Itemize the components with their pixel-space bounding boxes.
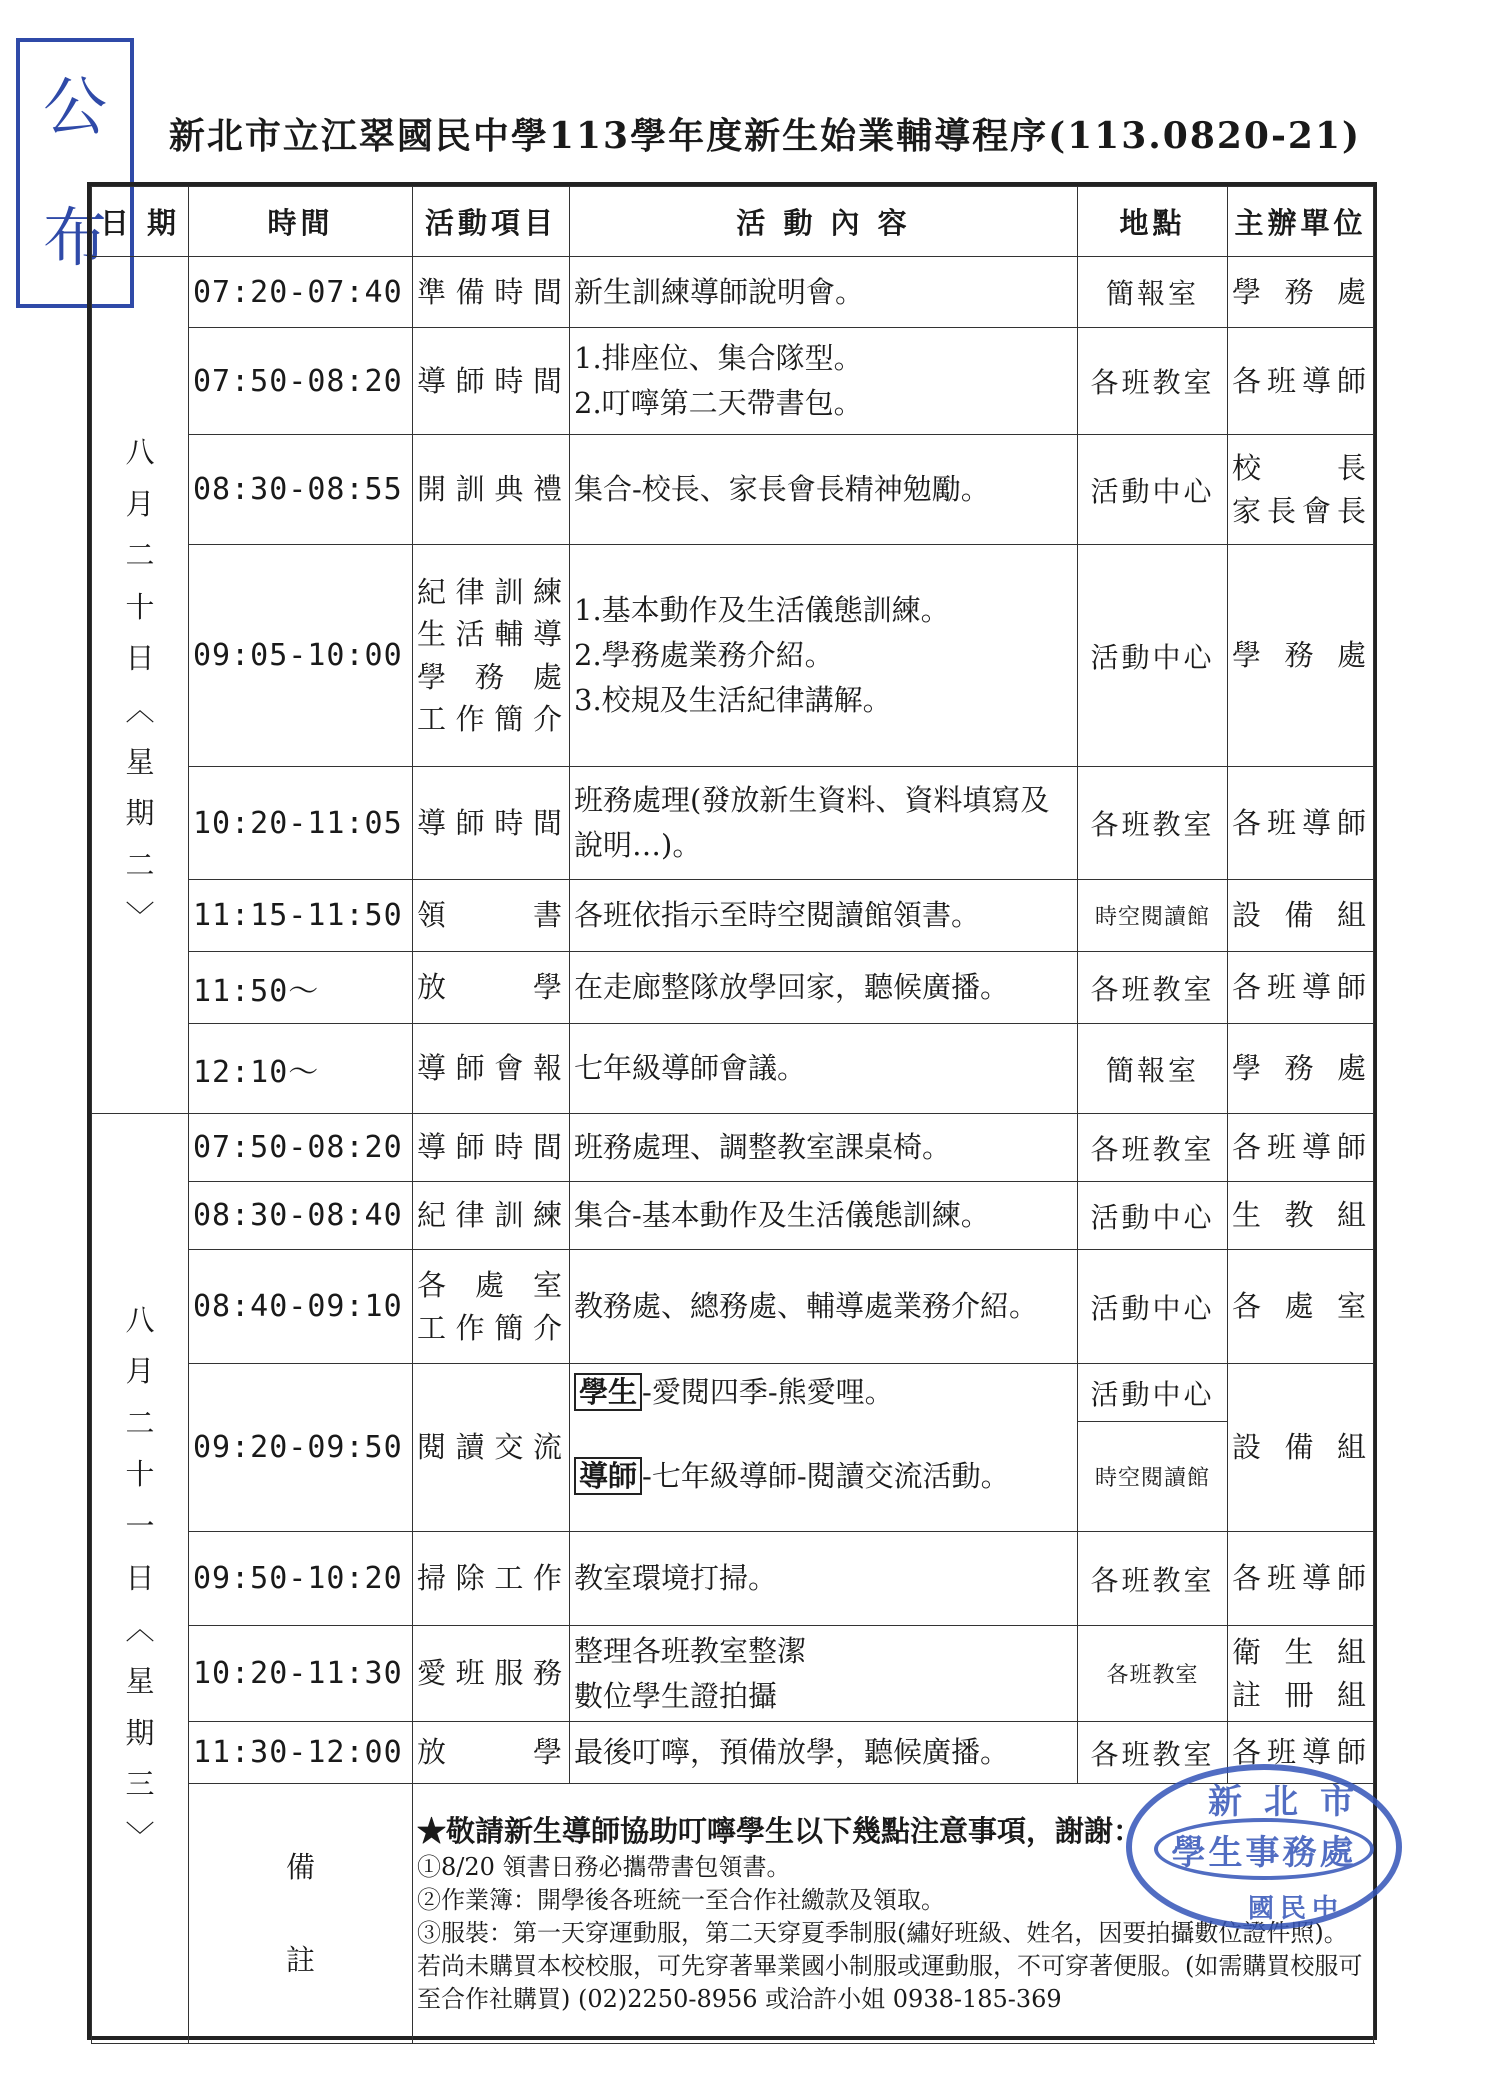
line-text: 一 <box>125 1509 155 1544</box>
content-cell <box>570 1024 1078 1114</box>
line-text: 集合-基本動作及生活儀態訓練。 <box>574 1198 990 1233</box>
location-cell: 各班教室 <box>1078 767 1228 880</box>
schedule-table <box>91 186 1374 2044</box>
teacher-activity-text: -七年級導師-閱讀交流活動。 <box>642 1458 1010 1493</box>
line-text: 星 <box>125 744 155 779</box>
line-text: 七年級導師會議。 <box>574 1051 807 1086</box>
organizer-cell <box>1228 1114 1374 1182</box>
location-cell: 時空閱讀館 <box>1078 1422 1228 1532</box>
line-text: 在走廊整隊放學回家，聽候廣播。 <box>574 970 1010 1005</box>
line-text: 新生訓練導師說明會。 <box>574 274 865 309</box>
line-text: 各處室 <box>417 1268 565 1303</box>
location-cell: 簡報室 <box>1078 257 1228 328</box>
activity-cell <box>413 257 570 328</box>
line-text: 學務處 <box>1232 638 1369 673</box>
line-text: 校長 <box>1232 451 1369 486</box>
location-cell: 活動中心 <box>1078 435 1228 545</box>
line-text: 各班導師 <box>1232 805 1369 840</box>
content-cell <box>570 1626 1078 1722</box>
activity-cell <box>413 435 570 545</box>
location-cell: 活動中心 <box>1078 545 1228 767</box>
content-cell <box>570 1722 1078 1784</box>
line-text: 各班導師 <box>1232 363 1369 398</box>
organizer-cell <box>1228 1182 1374 1250</box>
activity-cell <box>413 1626 570 1722</box>
time-cell: 11:50～ <box>189 952 413 1024</box>
content-cell <box>570 328 1078 435</box>
location-cell: 活動中心 <box>1078 1250 1228 1364</box>
table-row <box>92 1114 1374 1182</box>
organizer-cell <box>1228 328 1374 435</box>
time-cell: 07:20-07:40 <box>189 257 413 328</box>
location-cell: 各班教室 <box>1078 952 1228 1024</box>
line-text: 各班導師 <box>1232 1130 1369 1165</box>
line-text: 註冊組 <box>1232 1677 1369 1712</box>
time-cell: 10:20-11:05 <box>189 767 413 880</box>
line-text: 十 <box>125 589 155 624</box>
line-text: 愛班服務 <box>417 1656 565 1691</box>
header-location: 地點 <box>1078 187 1228 257</box>
activity-cell <box>413 328 570 435</box>
line-text: 學務處 <box>417 659 565 694</box>
line-text: 集合-校長、家長會長精神勉勵。 <box>574 472 990 507</box>
table-row <box>92 1024 1374 1114</box>
activity-cell <box>413 952 570 1024</box>
line-text: 各班導師 <box>1232 970 1369 1005</box>
organizer-cell <box>1228 1532 1374 1626</box>
notes-label-chars <box>193 1821 408 2007</box>
stamp-char-top: 公 <box>43 70 107 145</box>
line-text: 衛生組 <box>1232 1635 1369 1670</box>
line-text: ﹀ <box>125 899 155 934</box>
line-text: 月 <box>125 1354 155 1389</box>
line-text: 日 <box>125 1560 155 1595</box>
header-date: 日 期 <box>92 187 189 257</box>
schedule-sheet <box>87 182 1377 2040</box>
location-cell: 各班教室 <box>1078 1532 1228 1626</box>
line-text: 二 <box>125 1405 155 1440</box>
activity-cell <box>413 1250 570 1364</box>
line-text: 二 <box>125 847 155 882</box>
line-text: 紀律訓練 <box>417 575 565 610</box>
line-text: 整理各班教室整潔 <box>574 1633 807 1668</box>
line-text: 掃除工作 <box>417 1561 565 1596</box>
date-day1 <box>92 257 189 1114</box>
line-text: 1.排座位、集合隊型。 <box>574 341 863 376</box>
time-cell: 09:20-09:50 <box>189 1364 413 1532</box>
content-cell <box>570 767 1078 880</box>
organizer-cell <box>1228 257 1374 328</box>
line-text: ﹀ <box>125 1818 155 1853</box>
content-cell <box>570 545 1078 767</box>
line-text: 1.基本動作及生活儀態訓練。 <box>574 593 950 628</box>
organizer-cell <box>1228 545 1374 767</box>
activity-cell <box>413 1114 570 1182</box>
line-text: 教務處、總務處、輔導處業務介紹。 <box>574 1289 1039 1324</box>
line-text: 放學 <box>417 970 565 1005</box>
line-text: 生活輔導 <box>417 617 565 652</box>
organizer-cell <box>1228 1250 1374 1364</box>
table-row <box>92 767 1374 880</box>
content-cell <box>570 435 1078 545</box>
line-text: 各班導師 <box>1232 1735 1369 1770</box>
table-row <box>92 1722 1374 1784</box>
line-text: 最後叮嚀，預備放學，聽候廣播。 <box>574 1735 1010 1770</box>
line-text: 導師時間 <box>417 1130 565 1165</box>
activity-cell <box>413 767 570 880</box>
line-text: 教室環境打掃。 <box>574 1561 778 1596</box>
content-cell-student <box>570 1364 1078 1422</box>
location-cell: 各班教室 <box>1078 328 1228 435</box>
line-text: 各處室 <box>1232 1289 1369 1324</box>
activity-cell <box>413 880 570 952</box>
line-text: 開訓典禮 <box>417 472 565 507</box>
seal-bottom-text: 國民中 <box>1248 1894 1345 1924</box>
table-row <box>92 952 1374 1024</box>
notes-label <box>189 1784 413 2044</box>
line-text: 導師時間 <box>417 805 565 840</box>
location-cell: 時空閱讀館 <box>1078 880 1228 952</box>
header-organizer: 主辦單位 <box>1228 187 1374 257</box>
line-text: 班務處理、調整教室課桌椅。 <box>574 1130 952 1165</box>
header-activity: 活動項目 <box>413 187 570 257</box>
location-cell: 各班教室 <box>1078 1114 1228 1182</box>
organizer-cell <box>1228 767 1374 880</box>
line-text: 日 <box>125 641 155 676</box>
line-text: 八 <box>125 434 155 469</box>
activity-cell <box>413 545 570 767</box>
content-cell <box>570 257 1078 328</box>
line-text: 備 <box>285 1849 315 1884</box>
line-text: 數位學生證拍攝 <box>574 1678 778 1713</box>
line-text: 八 <box>125 1302 155 1337</box>
organizer-cell <box>1228 1024 1374 1114</box>
student-tag: 學生 <box>574 1373 642 1411</box>
line-text: 二 <box>125 538 155 573</box>
line-text: 放學 <box>417 1735 565 1770</box>
table-row <box>92 435 1374 545</box>
line-text: 三 <box>125 1767 155 1802</box>
date-day2 <box>92 1114 189 2044</box>
content-cell <box>570 1250 1078 1364</box>
location-cell: 活動中心 <box>1078 1364 1228 1422</box>
line-text: 各班導師 <box>1232 1561 1369 1596</box>
line-text: 註 <box>285 1942 315 1977</box>
line-text: 3.校規及生活紀律講解。 <box>574 682 892 717</box>
line-text: 2.叮嚀第二天帶書包。 <box>574 386 863 420</box>
content-cell-teacher <box>570 1422 1078 1532</box>
table-row <box>92 1364 1374 1422</box>
line-text: 導師會報 <box>417 1051 565 1086</box>
location-cell: 各班教室 <box>1078 1722 1228 1784</box>
line-text: 班務處理(發放新生資料、資料填寫及說明…)。 <box>574 783 1050 862</box>
organizer-cell <box>1228 435 1374 545</box>
activity-cell <box>413 1722 570 1784</box>
time-cell: 08:40-09:10 <box>189 1250 413 1364</box>
line-text: 準備時間 <box>417 274 565 309</box>
student-activity-text: -愛閱四季-熊愛哩。 <box>642 1375 894 1410</box>
header-content: 活 動 內 容 <box>570 187 1078 257</box>
line-text: 生教組 <box>1232 1198 1369 1233</box>
time-cell: 10:20-11:30 <box>189 1626 413 1722</box>
table-row <box>92 1250 1374 1364</box>
time-cell: 07:50-08:20 <box>189 328 413 435</box>
line-text: 期 <box>125 796 155 831</box>
time-cell: 12:10～ <box>189 1024 413 1114</box>
date-day2-chars <box>96 1295 184 1863</box>
seal-middle-text: 學生事務處 <box>1154 1818 1374 1880</box>
line-text: 學務處 <box>1232 274 1369 309</box>
office-seal <box>1126 1764 1402 1930</box>
line-text: ︿ <box>125 1612 155 1647</box>
line-text: 家長會長 <box>1232 493 1369 528</box>
line-text: 十 <box>125 1457 155 1492</box>
time-cell: 07:50-08:20 <box>189 1114 413 1182</box>
time-cell: 11:30-12:00 <box>189 1722 413 1784</box>
organizer-cell <box>1228 1626 1374 1722</box>
line-text: 設備組 <box>1232 898 1369 933</box>
stamp-char-bottom: 布 <box>43 201 107 276</box>
organizer-cell <box>1228 952 1374 1024</box>
table-row <box>92 1532 1374 1626</box>
time-cell: 11:15-11:50 <box>189 880 413 952</box>
location-cell: 簡報室 <box>1078 1024 1228 1114</box>
line-text: ︿ <box>125 693 155 727</box>
line-text: 2.學務處業務介紹。 <box>574 638 834 673</box>
notes-heading: ★敬請新生導師協助叮嚀學生以下幾點注意事項，謝謝： <box>417 1813 1143 1848</box>
line-text: 導師時間 <box>417 363 565 398</box>
table-row <box>92 1626 1374 1722</box>
activity-cell <box>413 1532 570 1626</box>
header-row <box>92 187 1374 257</box>
activity-cell <box>413 1182 570 1250</box>
line-text: 紀律訓練 <box>417 1198 565 1233</box>
notes-item: ②作業簿：開學後各班統一至合作社繳款及領取。 <box>417 1885 945 1914</box>
time-cell: 09:05-10:00 <box>189 545 413 767</box>
table-row <box>92 880 1374 952</box>
notes-item: ①8/20 領書日務必攜帶書包領書。 <box>417 1852 791 1881</box>
content-cell <box>570 880 1078 952</box>
page-title: 新北市立江翠國民中學113學年度新生始業輔導程序(113.0820-21) <box>168 115 1362 157</box>
content-cell <box>570 952 1078 1024</box>
line-text: 工作簡介 <box>417 1310 565 1345</box>
line-text: 工作簡介 <box>417 701 565 736</box>
activity-cell: 閱讀交流 <box>413 1364 570 1532</box>
content-cell <box>570 1182 1078 1250</box>
table-row <box>92 1182 1374 1250</box>
content-cell <box>570 1532 1078 1626</box>
location-cell: 活動中心 <box>1078 1182 1228 1250</box>
line-text: 學務處 <box>1232 1051 1369 1086</box>
notes-item: ③服裝：第一天穿運動服，第二天穿夏季制服(繡好班級、姓名，因要拍攝數位證件照)。若尚未購買本校校服，可先穿著畢業國小制服或運動服，不可穿著便服。(如需購買校服可至合作社購買) (02)2250-8956 或洽許小姐 0938-185-369 <box>417 1918 1363 2014</box>
table-row <box>92 257 1374 328</box>
line-text: 各班依指示至時空閱讀館領書。 <box>574 898 981 933</box>
organizer-cell: 設備組 <box>1228 1364 1374 1532</box>
activity-cell <box>413 1024 570 1114</box>
time-cell: 09:50-10:20 <box>189 1532 413 1626</box>
table-row <box>92 545 1374 767</box>
time-cell: 08:30-08:40 <box>189 1182 413 1250</box>
content-cell <box>570 1114 1078 1182</box>
line-text: 星 <box>125 1663 155 1698</box>
organizer-cell <box>1228 880 1374 952</box>
line-text: 期 <box>125 1715 155 1750</box>
header-time: 時間 <box>189 187 413 257</box>
table-row <box>92 328 1374 435</box>
teacher-tag: 導師 <box>574 1457 642 1495</box>
seal-top-text: 新北市 <box>1208 1782 1376 1822</box>
line-text: 月 <box>125 486 155 521</box>
date-day1-chars <box>96 427 184 943</box>
location-cell: 各班教室 <box>1078 1626 1228 1722</box>
time-cell: 08:30-08:55 <box>189 435 413 545</box>
line-text: 領書 <box>417 898 565 933</box>
